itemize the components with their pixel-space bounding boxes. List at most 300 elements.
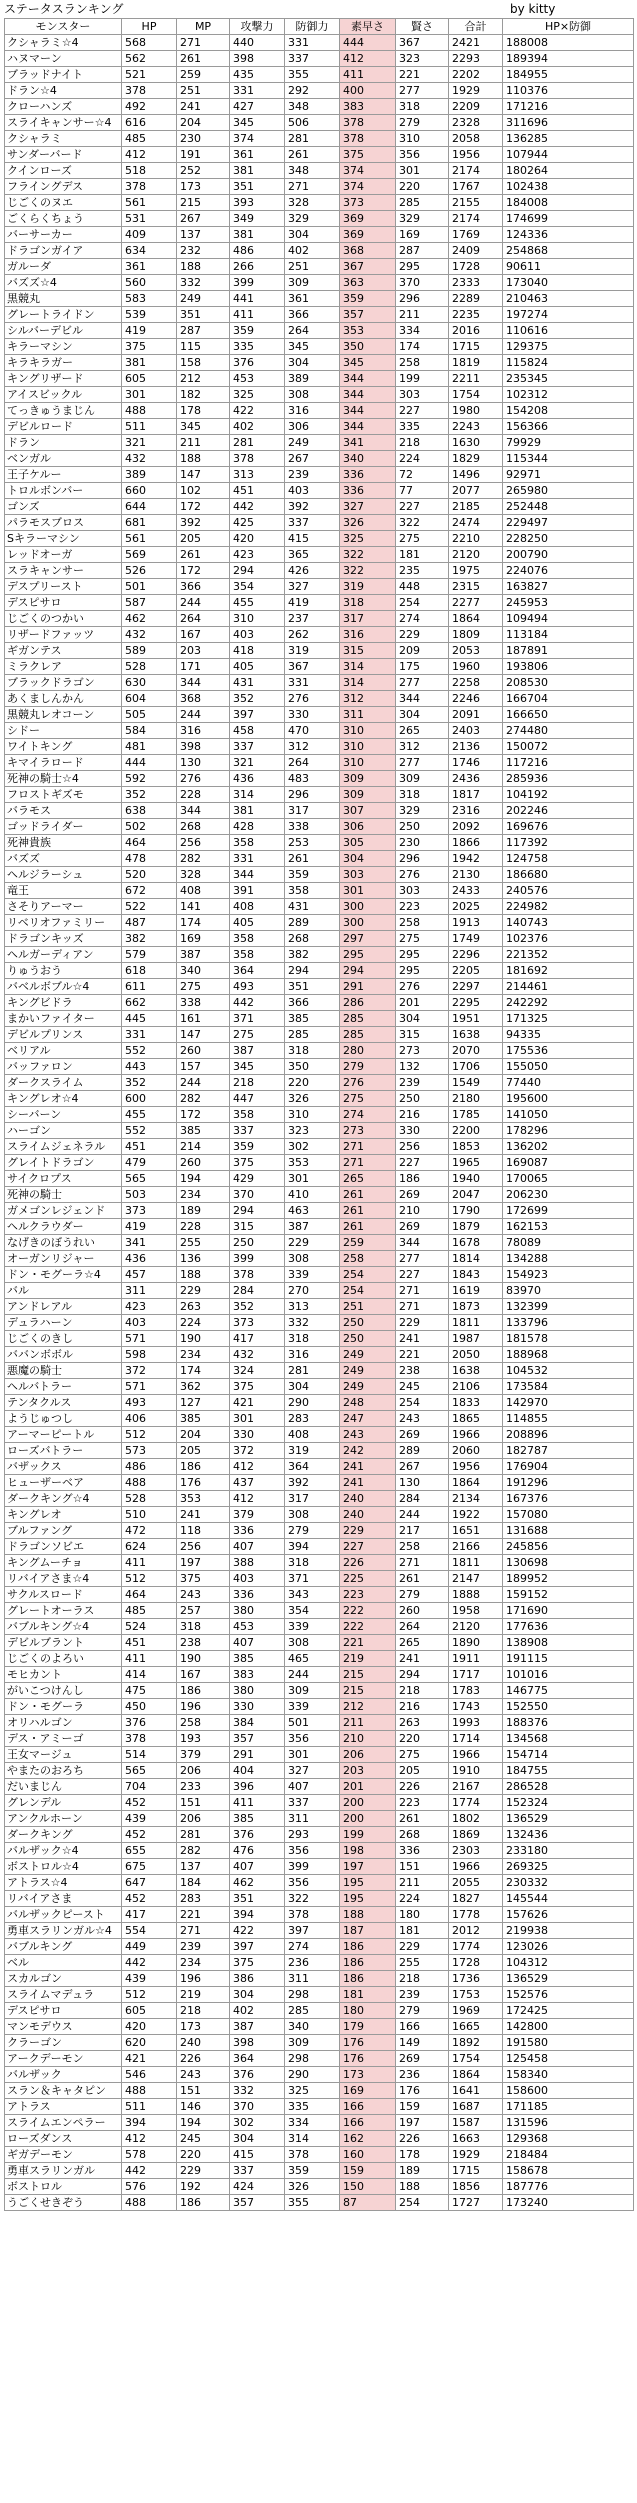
table-row (5, 691, 634, 707)
defense-value: 261 (285, 851, 340, 867)
total-value: 1811 (449, 1555, 503, 1571)
hp-x-defense-value: 197274 (503, 307, 634, 323)
attack-value: 402 (230, 419, 285, 435)
defense-value: 279 (285, 1523, 340, 1539)
total-value: 1714 (449, 1731, 503, 1747)
total-value: 2258 (449, 675, 503, 691)
hp-x-defense-value: 170065 (503, 1171, 634, 1187)
hp-value: 451 (122, 1139, 177, 1155)
defense-value: 403 (285, 483, 340, 499)
total-value: 2047 (449, 1187, 503, 1203)
wisdom-value: 254 (396, 595, 449, 611)
wisdom-value: 227 (396, 403, 449, 419)
agility-value: 374 (340, 163, 396, 179)
agility-value: 359 (340, 291, 396, 307)
mp-value: 263 (177, 1299, 230, 1315)
total-value: 1879 (449, 1219, 503, 1235)
attack-value: 393 (230, 195, 285, 211)
hp-value: 561 (122, 195, 177, 211)
wisdom-value: 261 (396, 1571, 449, 1587)
wisdom-value: 226 (396, 1779, 449, 1795)
hp-value: 450 (122, 1699, 177, 1715)
agility-value: 285 (340, 1027, 396, 1043)
hp-value: 478 (122, 851, 177, 867)
attack-value: 440 (230, 35, 285, 51)
defense-value: 364 (285, 1459, 340, 1475)
total-value: 1869 (449, 1827, 503, 1843)
total-value: 1864 (449, 2067, 503, 2083)
attack-value: 427 (230, 99, 285, 115)
mp-value: 190 (177, 1331, 230, 1347)
total-value: 2155 (449, 195, 503, 211)
total-value: 1802 (449, 1811, 503, 1827)
total-value: 2185 (449, 499, 503, 515)
wisdom-value: 277 (396, 1251, 449, 1267)
table-row (5, 1651, 634, 1667)
hp-x-defense-value: 102376 (503, 931, 634, 947)
defense-value: 271 (285, 179, 340, 195)
hp-value: 662 (122, 995, 177, 1011)
attack-value: 381 (230, 803, 285, 819)
header-monster: モンスター (5, 19, 122, 35)
attack-value: 425 (230, 515, 285, 531)
total-value: 2120 (449, 547, 503, 563)
total-value: 1809 (449, 627, 503, 643)
mp-value: 147 (177, 1027, 230, 1043)
monster-name: デス・アミーゴ (5, 1731, 122, 1747)
defense-value: 253 (285, 835, 340, 851)
hp-value: 521 (122, 67, 177, 83)
attack-value: 384 (230, 1715, 285, 1731)
attack-value: 375 (230, 1155, 285, 1171)
defense-value: 249 (285, 435, 340, 451)
total-value: 2409 (449, 243, 503, 259)
hp-x-defense-value: 131688 (503, 1523, 634, 1539)
monster-name: ボストロル☆4 (5, 1859, 122, 1875)
attack-value: 294 (230, 1203, 285, 1219)
attack-value: 294 (230, 563, 285, 579)
monster-name: ゴンズ (5, 499, 122, 515)
wisdom-value: 277 (396, 675, 449, 691)
monster-name: リバイアさま (5, 1891, 122, 1907)
agility-value: 197 (340, 1859, 396, 1875)
table-row (5, 867, 634, 883)
attack-value: 302 (230, 2115, 285, 2131)
mp-value: 260 (177, 1155, 230, 1171)
total-value: 1715 (449, 339, 503, 355)
table-row (5, 739, 634, 755)
mp-value: 232 (177, 243, 230, 259)
monster-name: アンクルホーン (5, 1811, 122, 1827)
defense-value: 378 (285, 1907, 340, 1923)
monster-name: ゴッドライダー (5, 819, 122, 835)
monster-name: じごくのよろい (5, 1651, 122, 1667)
agility-value: 223 (340, 1587, 396, 1603)
mp-value: 176 (177, 1475, 230, 1491)
mp-value: 233 (177, 1779, 230, 1795)
total-value: 1864 (449, 611, 503, 627)
attack-value: 386 (230, 1971, 285, 1987)
agility-value: 215 (340, 1683, 396, 1699)
table-row (5, 483, 634, 499)
defense-value: 325 (285, 2083, 340, 2099)
hp-value: 439 (122, 1811, 177, 1827)
wisdom-value: 226 (396, 2131, 449, 2147)
mp-value: 169 (177, 931, 230, 947)
monster-name: リバイアさま☆4 (5, 1571, 122, 1587)
monster-name: ベンガル (5, 451, 122, 467)
monster-name: ヘルガーディアン (5, 947, 122, 963)
hp-value: 589 (122, 643, 177, 659)
mp-value: 215 (177, 195, 230, 211)
monster-name: 勇車スラリンガル (5, 2163, 122, 2179)
total-value: 1746 (449, 755, 503, 771)
defense-value: 348 (285, 99, 340, 115)
hp-x-defense-value: 136529 (503, 1811, 634, 1827)
wisdom-value: 227 (396, 499, 449, 515)
hp-value: 394 (122, 2115, 177, 2131)
total-value: 1665 (449, 2019, 503, 2035)
monster-name: バズズ (5, 851, 122, 867)
hp-x-defense-value: 124336 (503, 227, 634, 243)
total-value: 1727 (449, 2195, 503, 2211)
hp-x-defense-value: 131596 (503, 2115, 634, 2131)
hp-value: 389 (122, 467, 177, 483)
hp-value: 546 (122, 2067, 177, 2083)
agility-value: 166 (340, 2099, 396, 2115)
hp-value: 452 (122, 1795, 177, 1811)
agility-value: 363 (340, 275, 396, 291)
hp-value: 568 (122, 35, 177, 51)
hp-x-defense-value: 228250 (503, 531, 634, 547)
mp-value: 271 (177, 35, 230, 51)
monster-name: トロルボンバー (5, 483, 122, 499)
attack-value: 402 (230, 2003, 285, 2019)
mp-value: 228 (177, 1219, 230, 1235)
total-value: 2070 (449, 1043, 503, 1059)
monster-name: パラモスブロス (5, 515, 122, 531)
total-value: 1814 (449, 1251, 503, 1267)
hp-value: 381 (122, 355, 177, 371)
total-value: 1922 (449, 1507, 503, 1523)
monster-name: ダークキング☆4 (5, 1491, 122, 1507)
attack-value: 403 (230, 627, 285, 643)
hp-value: 524 (122, 1619, 177, 1635)
attack-value: 486 (230, 243, 285, 259)
total-value: 2202 (449, 67, 503, 83)
hp-value: 576 (122, 2179, 177, 2195)
total-value: 1829 (449, 451, 503, 467)
agility-value: 222 (340, 1619, 396, 1635)
wisdom-value: 276 (396, 979, 449, 995)
defense-value: 236 (285, 1955, 340, 1971)
agility-value: 241 (340, 1475, 396, 1491)
monster-name: キングビドラ (5, 995, 122, 1011)
attack-value: 429 (230, 1171, 285, 1187)
agility-value: 210 (340, 1731, 396, 1747)
hp-value: 584 (122, 723, 177, 739)
hp-value: 479 (122, 1155, 177, 1171)
agility-value: 357 (340, 307, 396, 323)
table-row (5, 1027, 634, 1043)
monster-name: バラモス (5, 803, 122, 819)
table-row (5, 803, 634, 819)
defense-value: 402 (285, 243, 340, 259)
hp-value: 560 (122, 275, 177, 291)
agility-value: 166 (340, 2115, 396, 2131)
defense-value: 397 (285, 1923, 340, 1939)
total-value: 2246 (449, 691, 503, 707)
defense-value: 323 (285, 1123, 340, 1139)
monster-name: ダークキング (5, 1827, 122, 1843)
wisdom-value: 261 (396, 1811, 449, 1827)
monster-name: バーサーカー (5, 227, 122, 243)
table-row (5, 2179, 634, 2195)
attack-value: 455 (230, 595, 285, 611)
mp-value: 130 (177, 755, 230, 771)
agility-value: 212 (340, 1699, 396, 1715)
mp-value: 239 (177, 1939, 230, 1955)
table-row (5, 371, 634, 387)
table-row (5, 515, 634, 531)
hp-value: 445 (122, 1011, 177, 1027)
monster-name: がいこつけんし (5, 1683, 122, 1699)
attack-value: 379 (230, 1507, 285, 1523)
wisdom-value: 330 (396, 1123, 449, 1139)
mp-value: 353 (177, 1491, 230, 1507)
agility-value: 250 (340, 1315, 396, 1331)
hp-x-defense-value: 172425 (503, 2003, 634, 2019)
monster-name: ドラン (5, 435, 122, 451)
monster-name: テンタクルス (5, 1395, 122, 1411)
table-row (5, 179, 634, 195)
wisdom-value: 209 (396, 643, 449, 659)
attack-value: 358 (230, 835, 285, 851)
monster-name: デュラハーン (5, 1315, 122, 1331)
hp-x-defense-value: 184955 (503, 67, 634, 83)
total-value: 2235 (449, 307, 503, 323)
agility-value: 226 (340, 1555, 396, 1571)
hp-value: 562 (122, 51, 177, 67)
mp-value: 186 (177, 1459, 230, 1475)
attack-value: 391 (230, 883, 285, 899)
total-value: 1987 (449, 1331, 503, 1347)
total-value: 2243 (449, 419, 503, 435)
wisdom-value: 258 (396, 915, 449, 931)
defense-value: 239 (285, 467, 340, 483)
agility-value: 276 (340, 1075, 396, 1091)
table-row (5, 963, 634, 979)
hp-value: 443 (122, 1059, 177, 1075)
hp-value: 616 (122, 115, 177, 131)
defense-value: 337 (285, 1795, 340, 1811)
attack-value: 331 (230, 851, 285, 867)
hp-x-defense-value: 77440 (503, 1075, 634, 1091)
hp-value: 375 (122, 339, 177, 355)
table-row (5, 2131, 634, 2147)
total-value: 1913 (449, 915, 503, 931)
attack-value: 396 (230, 1779, 285, 1795)
total-value: 1630 (449, 435, 503, 451)
total-value: 1619 (449, 1283, 503, 1299)
table-row (5, 1299, 634, 1315)
hp-x-defense-value: 115824 (503, 355, 634, 371)
attack-value: 408 (230, 899, 285, 915)
attack-value: 375 (230, 1955, 285, 1971)
defense-value: 389 (285, 371, 340, 387)
hp-value: 518 (122, 163, 177, 179)
table-row (5, 99, 634, 115)
hp-x-defense-value: 158678 (503, 2163, 634, 2179)
wisdom-value: 199 (396, 371, 449, 387)
defense-value: 311 (285, 1971, 340, 1987)
total-value: 1728 (449, 259, 503, 275)
table-row (5, 259, 634, 275)
table-row (5, 851, 634, 867)
mp-value: 141 (177, 899, 230, 915)
wisdom-value: 344 (396, 1235, 449, 1251)
wisdom-value: 159 (396, 2099, 449, 2115)
agility-value: 240 (340, 1507, 396, 1523)
defense-value: 465 (285, 1651, 340, 1667)
agility-value: 322 (340, 563, 396, 579)
defense-value: 281 (285, 1363, 340, 1379)
attack-value: 441 (230, 291, 285, 307)
wisdom-value: 166 (396, 2019, 449, 2035)
hp-value: 675 (122, 1859, 177, 1875)
hp-x-defense-value: 140743 (503, 915, 634, 931)
total-value: 2025 (449, 899, 503, 915)
defense-value: 387 (285, 1219, 340, 1235)
hp-x-defense-value: 189952 (503, 1571, 634, 1587)
attack-value: 398 (230, 51, 285, 67)
table-row (5, 1459, 634, 1475)
table-row (5, 1923, 634, 1939)
hp-value: 655 (122, 1843, 177, 1859)
monster-name: ごくらくちょう (5, 211, 122, 227)
table-row (5, 1219, 634, 1235)
monster-name: バルザックピースト (5, 1907, 122, 1923)
hp-x-defense-value: 156366 (503, 419, 634, 435)
table-row (5, 1555, 634, 1571)
defense-value: 356 (285, 1843, 340, 1859)
mp-value: 287 (177, 323, 230, 339)
mp-value: 241 (177, 1507, 230, 1523)
agility-value: 304 (340, 851, 396, 867)
total-value: 1856 (449, 2179, 503, 2195)
total-value: 1888 (449, 1587, 503, 1603)
table-row (5, 163, 634, 179)
attack-value: 404 (230, 1763, 285, 1779)
monster-name: シーバーン (5, 1107, 122, 1123)
wisdom-value: 303 (396, 883, 449, 899)
attack-value: 325 (230, 387, 285, 403)
attack-value: 421 (230, 1395, 285, 1411)
agility-value: 369 (340, 211, 396, 227)
hp-value: 442 (122, 2163, 177, 2179)
total-value: 2474 (449, 515, 503, 531)
defense-value: 331 (285, 675, 340, 691)
monster-name: 竜王 (5, 883, 122, 899)
total-value: 1951 (449, 1011, 503, 1027)
hp-x-defense-value: 187776 (503, 2179, 634, 2195)
monster-name: ローズバトラー (5, 1443, 122, 1459)
total-value: 1638 (449, 1027, 503, 1043)
hp-x-defense-value: 235345 (503, 371, 634, 387)
monster-name: キングレオ☆4 (5, 1091, 122, 1107)
mp-value: 137 (177, 227, 230, 243)
monster-name: なげきのぼうれい (5, 1235, 122, 1251)
agility-value: 254 (340, 1283, 396, 1299)
hp-value: 493 (122, 1395, 177, 1411)
wisdom-value: 323 (396, 51, 449, 67)
hp-value: 423 (122, 1299, 177, 1315)
total-value: 1790 (449, 1203, 503, 1219)
agility-value: 159 (340, 2163, 396, 2179)
hp-x-defense-value: 125458 (503, 2051, 634, 2067)
hp-x-defense-value: 195600 (503, 1091, 634, 1107)
hp-x-defense-value: 130698 (503, 1555, 634, 1571)
mp-value: 203 (177, 643, 230, 659)
table-row (5, 499, 634, 515)
monster-name: デスプリースト (5, 579, 122, 595)
defense-value: 294 (285, 963, 340, 979)
wisdom-value: 329 (396, 211, 449, 227)
total-value: 2328 (449, 115, 503, 131)
total-value: 1753 (449, 1987, 503, 2003)
table-row (5, 1763, 634, 1779)
total-value: 2016 (449, 323, 503, 339)
table-row (5, 707, 634, 723)
monster-name: バルザック☆4 (5, 1843, 122, 1859)
mp-value: 172 (177, 563, 230, 579)
attack-value: 301 (230, 1411, 285, 1427)
agility-value: 160 (340, 2147, 396, 2163)
wisdom-value: 275 (396, 1747, 449, 1763)
attack-value: 422 (230, 1923, 285, 1939)
agility-value: 310 (340, 739, 396, 755)
monster-name: レッドオーガ (5, 547, 122, 563)
monster-name: キマイラロード (5, 755, 122, 771)
table-row (5, 931, 634, 947)
mp-value: 182 (177, 387, 230, 403)
hp-value: 376 (122, 1715, 177, 1731)
mp-value: 260 (177, 1043, 230, 1059)
mp-value: 256 (177, 1539, 230, 1555)
total-value: 1717 (449, 1667, 503, 1683)
defense-value: 326 (285, 2179, 340, 2195)
table-row (5, 2019, 634, 2035)
attack-value: 359 (230, 323, 285, 339)
attack-value: 266 (230, 259, 285, 275)
agility-value: 265 (340, 1171, 396, 1187)
table-row (5, 835, 634, 851)
defense-value: 399 (285, 1859, 340, 1875)
hp-x-defense-value: 152576 (503, 1987, 634, 2003)
hp-value: 488 (122, 2083, 177, 2099)
defense-value: 289 (285, 915, 340, 931)
defense-value: 345 (285, 339, 340, 355)
defense-value: 354 (285, 1603, 340, 1619)
agility-value: 327 (340, 499, 396, 515)
hp-x-defense-value: 138908 (503, 1635, 634, 1651)
table-row (5, 1795, 634, 1811)
wisdom-value: 310 (396, 131, 449, 147)
hp-x-defense-value: 254868 (503, 243, 634, 259)
monster-name: グレートオーラス (5, 1603, 122, 1619)
table-row (5, 211, 634, 227)
mp-value: 249 (177, 291, 230, 307)
